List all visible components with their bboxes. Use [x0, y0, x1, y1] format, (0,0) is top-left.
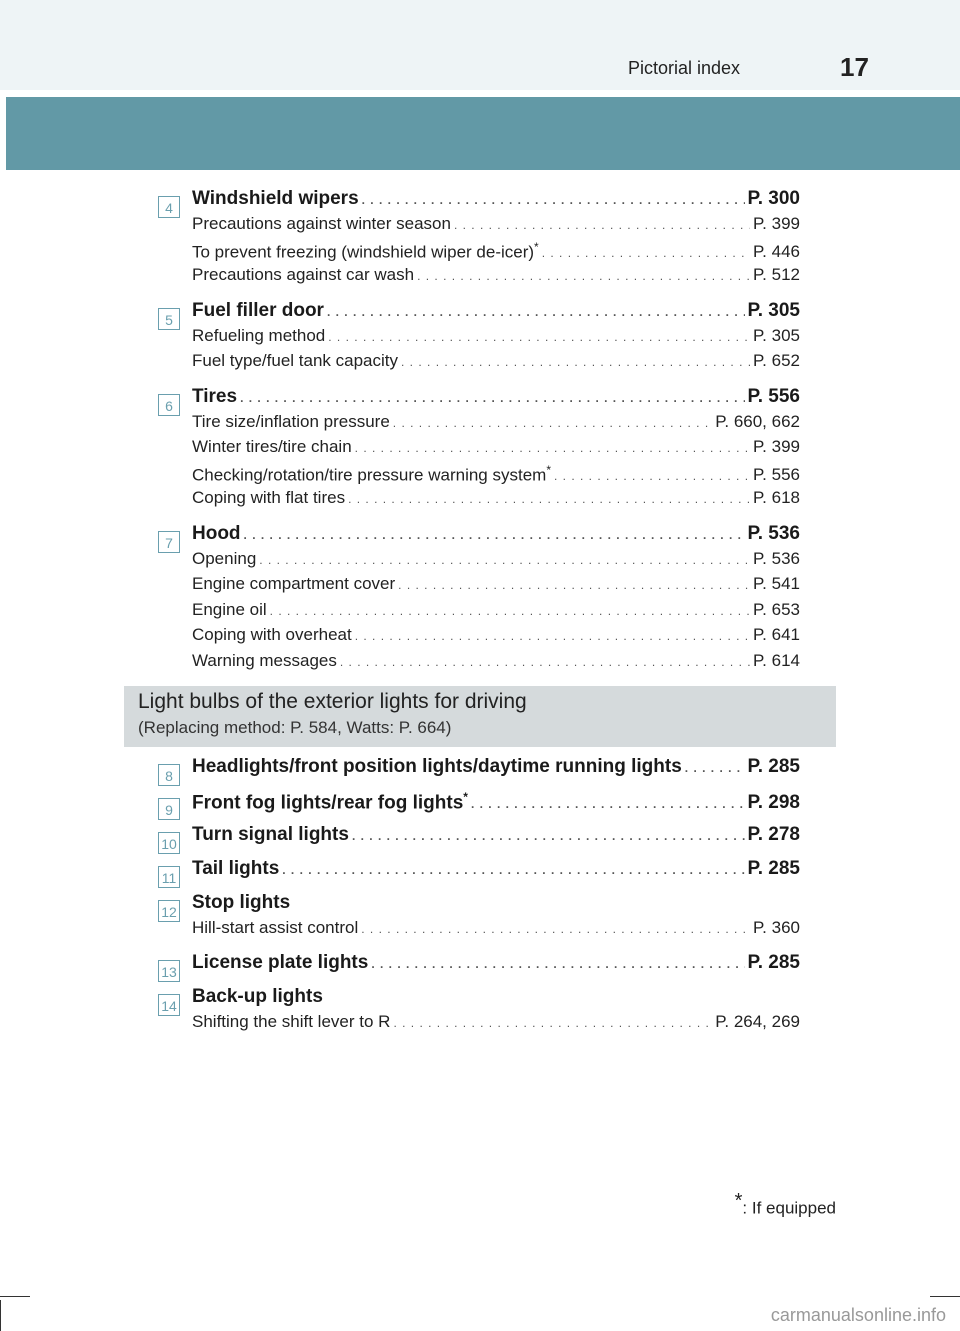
leader-dots — [454, 214, 750, 234]
index-subentry[interactable] — [192, 265, 800, 289]
index-subentry-page-ref[interactable]: P. 541 — [753, 574, 800, 593]
index-entry[interactable] — [192, 188, 800, 214]
leader-dots — [361, 918, 750, 938]
index-entry-label: Windshield wipers — [192, 188, 359, 209]
callout-number-badge: 8 — [158, 764, 180, 786]
index-subentry-page-ref[interactable]: P. 446 — [753, 242, 800, 262]
index-subentry-page-ref[interactable]: P. 399 — [753, 437, 800, 456]
index-subentry-label: Checking/rotation/tire pressure warning system* — [192, 462, 551, 485]
index-subentry[interactable] — [192, 549, 800, 573]
leader-dots — [685, 756, 745, 778]
index-subentry-label: Tire size/inflation pressure — [192, 411, 390, 431]
index-entry-label: Headlights/front position lights/daytime running lights — [192, 756, 682, 777]
leader-dots — [355, 437, 750, 457]
callout-number-badge: 4 — [158, 196, 180, 218]
crop-mark — [0, 1300, 1, 1331]
index-subentry-label: Refueling method — [192, 325, 326, 345]
equipped-star: * — [546, 462, 551, 477]
index-entry[interactable] — [192, 300, 800, 326]
index-subentry-page-ref[interactable]: P. 264, 269 — [715, 1012, 800, 1031]
index-entry[interactable] — [192, 386, 800, 412]
footnote — [735, 1190, 836, 1219]
leader-dots — [355, 625, 750, 645]
callout-number-badge: 9 — [158, 798, 180, 820]
index-subentry-page-ref[interactable]: P. 653 — [753, 599, 800, 619]
callout-number-badge: 14 — [158, 994, 180, 1016]
leader-dots — [554, 465, 750, 485]
leader-dots — [328, 326, 750, 346]
header-band — [6, 97, 960, 170]
callout-number-badge: 10 — [158, 832, 180, 854]
index-entry — [192, 892, 800, 918]
index-entry-page-ref[interactable]: P. 278 — [747, 824, 800, 845]
index-subentry-label: Coping with overheat — [192, 625, 352, 644]
index-subentry-label: Hill-start assist control — [192, 918, 359, 937]
index-entry[interactable] — [192, 790, 800, 816]
equipped-star: * — [534, 239, 539, 254]
index-subentry[interactable] — [192, 437, 800, 461]
callout-number-badge: 12 — [158, 900, 180, 922]
index-subentry-page-ref[interactable]: P. 660, 662 — [715, 411, 800, 431]
index-subentry-label: Warning messages — [192, 650, 337, 670]
index-subentry[interactable] — [192, 463, 800, 487]
section-title: Pictorial index — [628, 58, 741, 78]
index-entry-page-ref[interactable]: P. 536 — [747, 522, 800, 544]
index-subentry[interactable] — [192, 351, 800, 375]
crop-mark — [930, 1296, 960, 1297]
index-subentry-page-ref[interactable]: P. 556 — [753, 465, 800, 485]
index-entry-page-ref[interactable]: P. 300 — [747, 188, 800, 209]
callout-number-badge: 6 — [158, 394, 180, 416]
leader-dots — [417, 265, 750, 285]
index-subentry-label: Fuel type/fuel tank capacity — [192, 351, 399, 370]
leader-dots — [471, 792, 745, 814]
index-subentry-page-ref[interactable]: P. 652 — [753, 351, 800, 370]
watermark: carmanualsonline.info — [770, 1305, 946, 1325]
index-entry-label: Turn signal lights — [192, 824, 349, 845]
index-subentry-page-ref[interactable]: P. 305 — [753, 325, 800, 345]
callout-number-badge: 7 — [158, 531, 180, 553]
leader-dots — [340, 651, 750, 671]
lights-section-title: Light bulbs of the exterior lights for driving — [138, 690, 527, 713]
index-subentry[interactable] — [192, 625, 800, 649]
index-subentry-label: Coping with flat tires — [192, 488, 346, 507]
index-subentry-page-ref[interactable]: P. 512 — [753, 265, 800, 284]
leader-dots — [371, 952, 744, 974]
index-subentry-label: Opening — [192, 548, 257, 568]
index-entry[interactable] — [192, 952, 800, 978]
equipped-star: * — [463, 790, 468, 804]
index-subentry-page-ref[interactable]: P. 614 — [753, 650, 800, 670]
index-subentry-page-ref[interactable]: P. 641 — [753, 625, 800, 644]
index-subentry[interactable] — [192, 488, 800, 512]
index-entry-page-ref[interactable]: P. 285 — [747, 858, 800, 879]
index-subentry-label: Winter tires/tire chain — [192, 437, 352, 456]
leader-dots — [244, 523, 745, 545]
index-subentry-label: Engine oil — [192, 599, 267, 619]
index-subentry-label: Precautions against winter season — [192, 214, 451, 233]
index-subentry[interactable] — [192, 412, 800, 436]
footnote-text: : If equipped — [742, 1198, 836, 1218]
index-entry-label: Front fog lights/rear fog lights* — [192, 790, 468, 814]
leader-dots — [398, 574, 750, 594]
index-entry-page-ref[interactable]: P. 305 — [747, 299, 800, 321]
index-entry[interactable] — [192, 523, 800, 549]
index-subentry-label: To prevent freezing (windshield wiper de-icer)* — [192, 239, 539, 262]
index-entry-page-ref[interactable]: P. 285 — [747, 756, 800, 777]
lights-section-box — [124, 686, 836, 747]
index-subentry[interactable] — [192, 240, 800, 264]
callout-number-badge: 13 — [158, 960, 180, 982]
index-subentry-page-ref[interactable]: P. 536 — [753, 548, 800, 568]
index-entry-page-ref[interactable]: P. 285 — [747, 952, 800, 973]
callout-number-badge: 11 — [158, 866, 180, 888]
index-entry[interactable] — [192, 824, 800, 850]
leader-dots — [352, 824, 745, 846]
leader-dots — [240, 386, 744, 408]
index-entry-page-ref[interactable]: P. 298 — [747, 792, 800, 814]
index-entry-page-ref[interactable]: P. 556 — [747, 385, 800, 407]
index-subentry[interactable] — [192, 326, 800, 350]
leader-dots — [259, 549, 750, 569]
index-entry-label: Hood — [192, 522, 241, 544]
index-entry-label: Back-up lights — [192, 986, 323, 1007]
callout-number-badge: 5 — [158, 308, 180, 330]
lights-section-subtitle: (Replacing method: P. 584, Watts: P. 664) — [138, 718, 452, 737]
leader-dots — [327, 300, 745, 322]
index-subentry-page-ref[interactable]: P. 618 — [753, 488, 800, 507]
header-background — [0, 0, 960, 90]
index-subentry-page-ref[interactable]: P. 399 — [753, 214, 800, 233]
footnote-star: * — [734, 1190, 743, 1212]
crop-mark — [0, 1296, 30, 1297]
leader-dots — [362, 188, 745, 210]
index-subentry-label: Shifting the shift lever to R — [192, 1012, 391, 1031]
index-subentry[interactable] — [192, 214, 800, 238]
index-entry[interactable] — [192, 756, 800, 782]
index-subentry[interactable] — [192, 651, 800, 675]
leader-dots — [270, 600, 750, 620]
leader-dots — [542, 242, 750, 262]
index-entry-label: Fuel filler door — [192, 299, 324, 321]
index-subentry-label: Precautions against car wash — [192, 265, 415, 284]
index-subentry[interactable] — [192, 918, 800, 942]
leader-dots — [348, 488, 750, 508]
index-entry[interactable] — [192, 858, 800, 884]
index-subentry[interactable] — [192, 1012, 800, 1036]
leader-dots — [393, 1012, 712, 1032]
index-entry — [192, 986, 800, 1012]
index-subentry-page-ref[interactable]: P. 360 — [753, 918, 800, 937]
index-entry-label: Stop lights — [192, 892, 291, 913]
index-entry-label: Tail lights — [192, 858, 280, 879]
index-entry-label: Tires — [192, 385, 238, 407]
index-subentry[interactable] — [192, 600, 800, 624]
page-number: 17 — [840, 52, 869, 82]
leader-dots — [282, 858, 744, 880]
index-subentry-label: Engine compartment cover — [192, 574, 396, 593]
leader-dots — [401, 351, 750, 371]
index-subentry[interactable] — [192, 574, 800, 598]
leader-dots — [393, 412, 712, 432]
index-entry-label: License plate lights — [192, 952, 369, 973]
